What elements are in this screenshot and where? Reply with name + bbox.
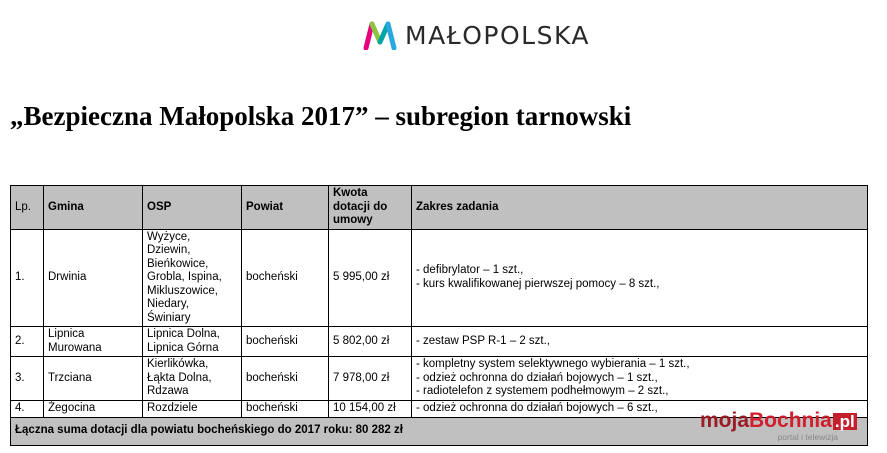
cell-powiat: bocheński	[242, 229, 329, 327]
table-header-row	[11, 186, 868, 230]
cell-lp: 3.	[11, 357, 44, 401]
cell-powiat: bocheński	[242, 400, 329, 417]
header-powiat: Powiat	[242, 186, 329, 230]
cell-osp: Kierlikówka, Łąkta Dolna, Rdzawa	[143, 357, 242, 401]
document-title: „Bezpieczna Małopolska 2017” – subregion tarnowski	[10, 101, 632, 131]
malopolska-logo-icon	[363, 20, 397, 50]
cell-kwota: 7 978,00 zł	[329, 357, 412, 401]
logo-text: MAŁOPOLSKA	[405, 20, 591, 50]
cell-osp: Wyżyce, Dziewin, Bieńkowice, Grobla, Ispina, Mikluszowice, Niedary, Świniary	[143, 229, 242, 327]
cell-kwota: 10 154,00 zł	[329, 400, 412, 417]
cell-powiat: bocheński	[242, 357, 329, 401]
summary-text: Łączna suma dotacji dla powiatu bocheńskiego do 2017 roku: 80 282 zł	[11, 417, 868, 445]
cell-kwota: 5 802,00 zł	[329, 327, 412, 357]
watermark-part-bochnia: Bochnia	[749, 409, 832, 432]
cell-zakres: - zestaw PSP R-1 – 2 szt.,	[412, 327, 868, 357]
cell-osp: Rozdziele	[143, 400, 242, 417]
table-row	[11, 229, 868, 327]
cell-gmina: Lipnica Murowana	[44, 327, 143, 357]
cell-lp: 4.	[11, 400, 44, 417]
cell-osp: Lipnica Dolna, Lipnica Górna	[143, 327, 242, 357]
table-row	[11, 327, 868, 357]
cell-gmina: Drwinia	[44, 229, 143, 327]
header-zakres: Zakres zadania	[412, 186, 868, 230]
watermark-subtitle: portal i telewizja	[777, 432, 838, 442]
header-kwota: Kwota dotacji do umowy	[329, 186, 412, 230]
cell-lp: 2.	[11, 327, 44, 357]
cell-zakres: - odzież ochronna do działań bojowych – 6 szt.,	[412, 400, 868, 417]
header-gmina: Gmina	[44, 186, 143, 230]
cell-lp: 1.	[11, 229, 44, 327]
watermark-logo	[700, 410, 860, 431]
watermark-part-pl: .pl	[834, 412, 855, 431]
mojabochnia-watermark	[700, 410, 860, 442]
header-lp: Lp.	[11, 186, 44, 230]
watermark-part-moja: moja	[700, 409, 750, 432]
table-row	[11, 357, 868, 401]
cell-powiat: bocheński	[242, 327, 329, 357]
cell-zakres: - kompletny system selektywnego wybierania – 1 szt., - odzież ochronna do działań bojowych – 1 szt., - radiotelefon z systemem podhełmowym – 2 szt.,	[412, 357, 868, 401]
cell-kwota: 5 995,00 zł	[329, 229, 412, 327]
header-osp: OSP	[143, 186, 242, 230]
cell-gmina: Żegocina	[44, 400, 143, 417]
grant-table	[10, 185, 868, 446]
cell-gmina: Trzciana	[44, 357, 143, 401]
cell-zakres: - defibrylator – 1 szt., - kurs kwalifikowanej pierwszej pomocy – 8 szt.,	[412, 229, 868, 327]
malopolska-logo	[363, 20, 590, 50]
